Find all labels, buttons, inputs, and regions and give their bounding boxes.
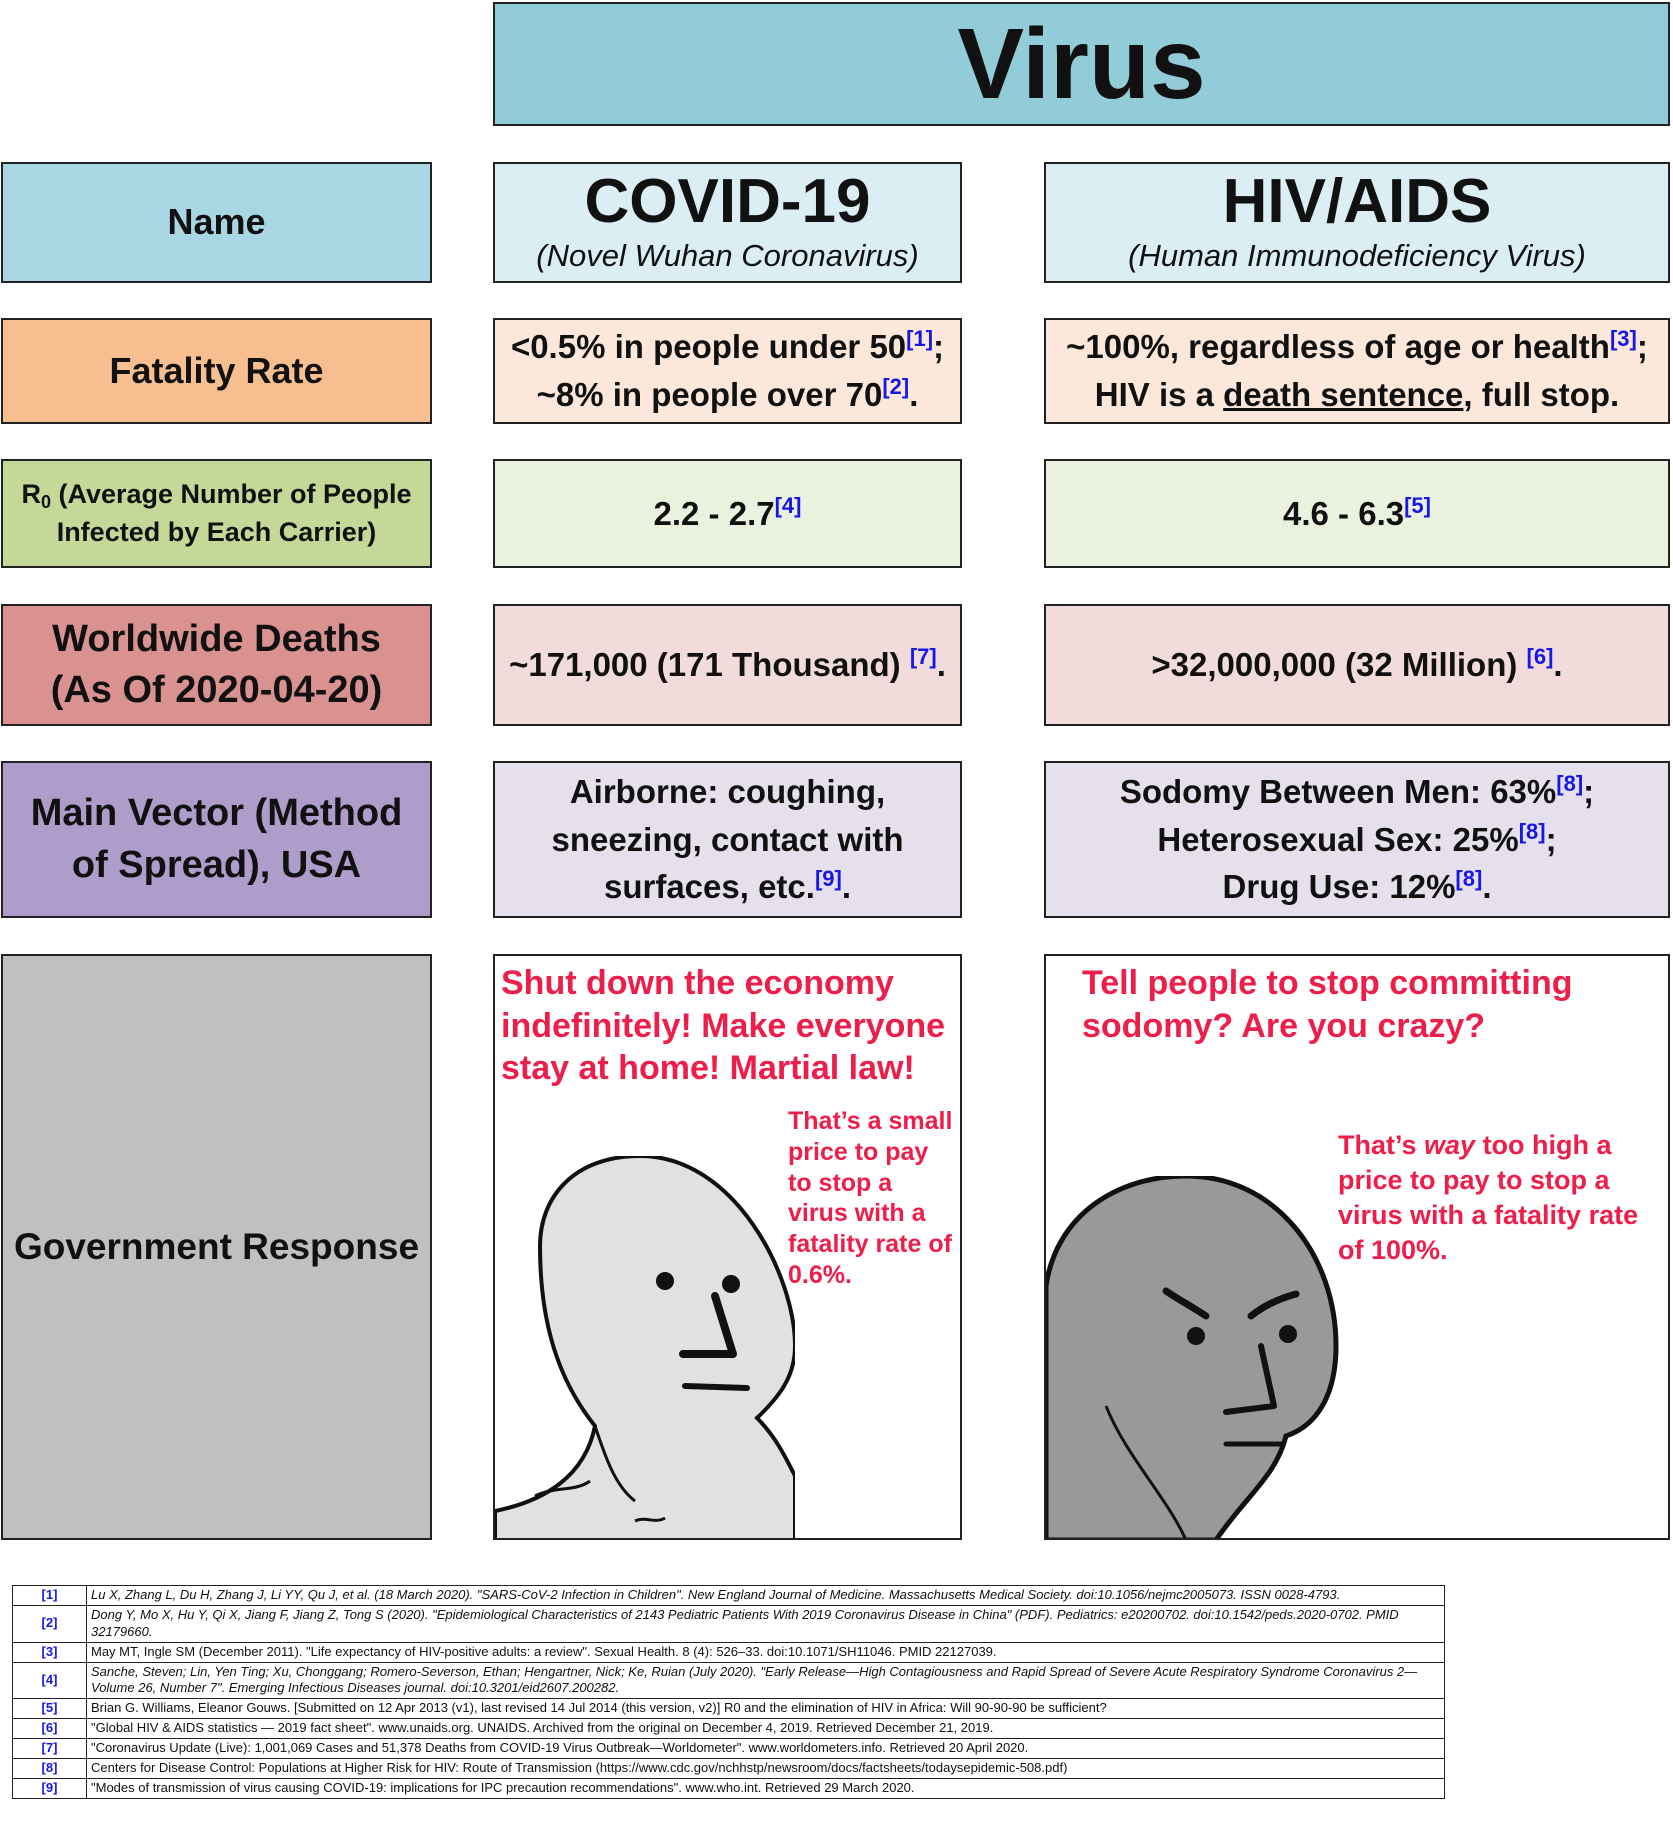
hiv-gov-bubble-text-a: That’s — [1338, 1130, 1425, 1160]
hiv-name: HIV/AIDS — [1222, 167, 1492, 237]
covid-gov-text: Shut down the economy indefinitely! Make everyone stay at home! Martial law! — [501, 964, 946, 1087]
covid-vector-line-2: sneezing, contact with — [551, 820, 904, 858]
ref-link-8[interactable]: [8] — [1518, 818, 1546, 844]
hiv-deaths-line — [1151, 641, 1562, 689]
reference-number[interactable]: [2] — [13, 1605, 87, 1642]
hiv-vector-text-3: Drug Use: 12% — [1222, 868, 1456, 906]
row-header-vector — [1, 761, 432, 918]
reference-text: May MT, Ingle SM (December 2011). "Life expectancy of HIV-positive adults: a review". Sexual Health. 8 (4): 526–33. doi:10.1071/SH11046. PMID 22127039. — [87, 1642, 1445, 1662]
row-header-gov-label: Government Response — [13, 1226, 420, 1268]
hiv-vector-line-1 — [1120, 768, 1594, 816]
reference-number[interactable]: [8] — [13, 1759, 87, 1779]
row-header-gov — [1, 954, 432, 1540]
reference-text: Dong Y, Mo X, Hu Y, Qi X, Jiang F, Jiang Z, Tong S (2020). "Epidemiological Characteristics of 2143 Pediatric Patients With 2019 Coronavirus Disease in China" (PDF). Pediatrics: e20200702. doi:10.1542/peds.2020-0702. PMID 32179660. — [87, 1605, 1445, 1642]
reference-text: Sanche, Steven; Lin, Yen Ting; Xu, Chonggang; Romero-Severson, Ethan; Hengartner, Nick; Ke, Ruian (July 2020). "Early Release—High Contagiousness and Rapid Spread of Severe Acute Respiratory Syndrome Coronavirus 2—Volume 26, Number 7". Emerging Infectious Diseases journal. doi:10.3201/eid2607.200282. — [87, 1662, 1445, 1699]
row-header-fatality — [1, 318, 432, 424]
reference-row — [13, 1739, 1445, 1759]
reference-row — [13, 1642, 1445, 1662]
covid-deaths-line — [509, 641, 946, 689]
row-header-r0 — [1, 459, 432, 568]
hiv-vector-end-3: . — [1482, 868, 1492, 906]
hiv-r0-line — [1283, 490, 1431, 538]
r0-header-text-1: (Average Number of People — [50, 479, 412, 510]
hiv-gov-bubble — [1338, 1128, 1658, 1268]
reference-text: "Coronavirus Update (Live): 1,001,069 Cases and 51,378 Deaths from COVID-19 Virus Outbreak—Worldometer". www.worldometers.info. Retrieved 20 April 2020. — [87, 1739, 1445, 1759]
covid-deaths-end: . — [936, 646, 946, 684]
covid-vector-cell — [493, 761, 962, 918]
hiv-gov-bubble-text-b: too high a price to pay to stop a virus with a fatality rate of 100%. — [1338, 1130, 1639, 1266]
hiv-fatality-text-2a: HIV is a — [1094, 376, 1224, 413]
r0-symbol: R — [21, 479, 41, 510]
ref-link-5[interactable]: [5] — [1404, 492, 1431, 518]
npc-face-dark — [1046, 1176, 1346, 1540]
row-header-deaths-line-1: Worldwide Deaths — [52, 617, 381, 660]
row-header-name — [1, 162, 432, 283]
hiv-deaths-end: . — [1553, 646, 1563, 684]
hiv-vector-text-2: Heterosexual Sex: 25% — [1157, 820, 1519, 858]
covid-fatality-line-1 — [511, 323, 944, 371]
hiv-vector-line-2 — [1157, 816, 1556, 864]
hiv-gov-text: Tell people to stop committing sodomy? Are you crazy? — [1082, 964, 1573, 1045]
row-header-deaths-line-2: (As Of 2020-04-20) — [50, 669, 383, 711]
covid-fatality-cell — [493, 318, 962, 424]
reference-number[interactable]: [4] — [13, 1662, 87, 1699]
reference-number[interactable]: [9] — [13, 1778, 87, 1798]
row-header-vector-line-1: Main Vector (Method — [30, 792, 403, 835]
row-header-vector-line-2: of Spread), USA — [71, 843, 362, 886]
covid-vector-end: . — [841, 868, 852, 906]
hiv-vector-cell — [1044, 761, 1670, 918]
covid-fatality-end-1: ; — [933, 328, 945, 366]
reference-row — [13, 1719, 1445, 1739]
hiv-vector-line-3 — [1223, 863, 1492, 911]
reference-text: "Modes of transmission of virus causing COVID-19: implications for IPC precaution recommendations". www.who.int. Retrieved 29 March 2020. — [87, 1778, 1445, 1798]
r0-subscript: 0 — [40, 492, 51, 513]
reference-row — [13, 1586, 1445, 1606]
covid-fatality-text-2: ~8% in people over 70 — [536, 376, 883, 413]
hiv-deaths-value: >32,000,000 (32 Million) — [1151, 646, 1527, 684]
reference-text: Brian G. Williams, Eleanor Gouws. [Submitted on 12 Apr 2013 (v1), last revised 14 Jul 2014 (this version, v2)] R0 and the elimination of HIV in Africa: Will 90-90-90 be sufficient? — [87, 1699, 1445, 1719]
covid-vector-line-3 — [604, 863, 851, 911]
title-banner — [493, 2, 1670, 126]
reference-text: "Global HIV & AIDS statistics — 2019 fact sheet". www.unaids.org. UNAIDS. Archived from the original on December 4, 2019. Retrieved December 21, 2019. — [87, 1719, 1445, 1739]
covid-gov-bubble: That’s a small price to pay to stop a virus with a fatality rate of 0.6%. — [788, 1107, 953, 1289]
hiv-r0-cell — [1044, 459, 1670, 568]
npc-face-light — [495, 1156, 795, 1540]
reference-text: Centers for Disease Control: Populations at Higher Risk for HIV: Route of Transmission (https://www.cdc.gov/nchhstp/newsroom/docs/factsheets/todaysepidemic-508.pdf) — [87, 1759, 1445, 1779]
hiv-fatality-line-2 — [1095, 371, 1619, 419]
covid-vector-text-3: surfaces, etc. — [603, 868, 815, 906]
reference-row — [13, 1699, 1445, 1719]
row-header-r0-line-2: Infected by Each Carrier) — [56, 517, 377, 548]
hiv-fatality-underlined: death sentence — [1223, 376, 1464, 413]
row-header-r0-line-1 — [21, 476, 411, 514]
ref-link-9[interactable]: [9] — [814, 866, 842, 892]
ref-link-7[interactable]: [7] — [909, 644, 937, 670]
reference-number[interactable]: [3] — [13, 1642, 87, 1662]
covid-vector-line-1: Airborne: coughing, — [569, 772, 886, 810]
covid-gov-panel — [493, 954, 962, 1540]
page-title: Virus — [957, 8, 1206, 120]
row-header-fatality-label: Fatality Rate — [109, 349, 324, 391]
hiv-fatality-text-1: ~100%, regardless of age or health — [1066, 328, 1610, 366]
covid-name-cell — [493, 162, 962, 283]
hiv-gov-bubble-emphasis: way — [1424, 1130, 1476, 1160]
references-table — [12, 1585, 1445, 1799]
ref-link-1[interactable]: [1] — [906, 326, 934, 352]
reference-number[interactable]: [7] — [13, 1739, 87, 1759]
ref-link-8[interactable]: [8] — [1455, 866, 1483, 892]
covid-fatality-text-1: <0.5% in people under 50 — [510, 328, 907, 366]
reference-text: Lu X, Zhang L, Du H, Zhang J, Li YY, Qu J, et al. (18 March 2020). "SARS-CoV-2 Infection in Children". New England Journal of Medicine. Massachusetts Medical Society. doi:10.1056/nejmc2005073. ISSN 0028-4793. — [87, 1586, 1445, 1606]
hiv-fatality-line-1 — [1066, 323, 1648, 371]
row-header-deaths — [1, 604, 432, 726]
reference-number[interactable]: [6] — [13, 1719, 87, 1739]
reference-number[interactable]: [1] — [13, 1586, 87, 1606]
hiv-name-cell — [1044, 162, 1670, 283]
reference-row — [13, 1605, 1445, 1642]
covid-deaths-cell — [493, 604, 962, 726]
hiv-subtitle: (Human Immunodeficiency Virus) — [1128, 238, 1586, 274]
hiv-r0-value: 4.6 - 6.3 — [1283, 494, 1405, 532]
ref-link-3[interactable]: [3] — [1609, 326, 1637, 352]
covid-name: COVID-19 — [584, 167, 871, 237]
reference-row — [13, 1759, 1445, 1779]
ref-link-2[interactable]: [2] — [882, 374, 910, 399]
covid-r0-cell — [493, 459, 962, 568]
covid-deaths-value: ~171,000 (171 Thousand) — [509, 646, 910, 684]
hiv-deaths-cell — [1044, 604, 1670, 726]
hiv-fatality-text-2c: , full stop. — [1463, 376, 1620, 413]
ref-link-6[interactable]: [6] — [1526, 644, 1554, 670]
ref-link-4[interactable]: [4] — [774, 492, 802, 518]
covid-fatality-line-2 — [537, 371, 919, 419]
hiv-vector-end-1: ; — [1583, 772, 1595, 810]
covid-r0-value: 2.2 - 2.7 — [653, 494, 775, 532]
reference-row — [13, 1778, 1445, 1798]
hiv-fatality-end-1: ; — [1636, 328, 1648, 366]
covid-fatality-end-2: . — [909, 376, 919, 413]
row-header-name-label: Name — [167, 201, 266, 243]
ref-link-8[interactable]: [8] — [1556, 770, 1584, 796]
covid-r0-line — [654, 490, 802, 538]
reference-row — [13, 1662, 1445, 1699]
hiv-vector-end-2: ; — [1545, 820, 1557, 858]
hiv-vector-text-1: Sodomy Between Men: 63% — [1119, 772, 1557, 810]
hiv-gov-panel — [1044, 954, 1670, 1540]
hiv-fatality-cell — [1044, 318, 1670, 424]
covid-subtitle: (Novel Wuhan Coronavirus) — [536, 238, 919, 274]
reference-number[interactable]: [5] — [13, 1699, 87, 1719]
